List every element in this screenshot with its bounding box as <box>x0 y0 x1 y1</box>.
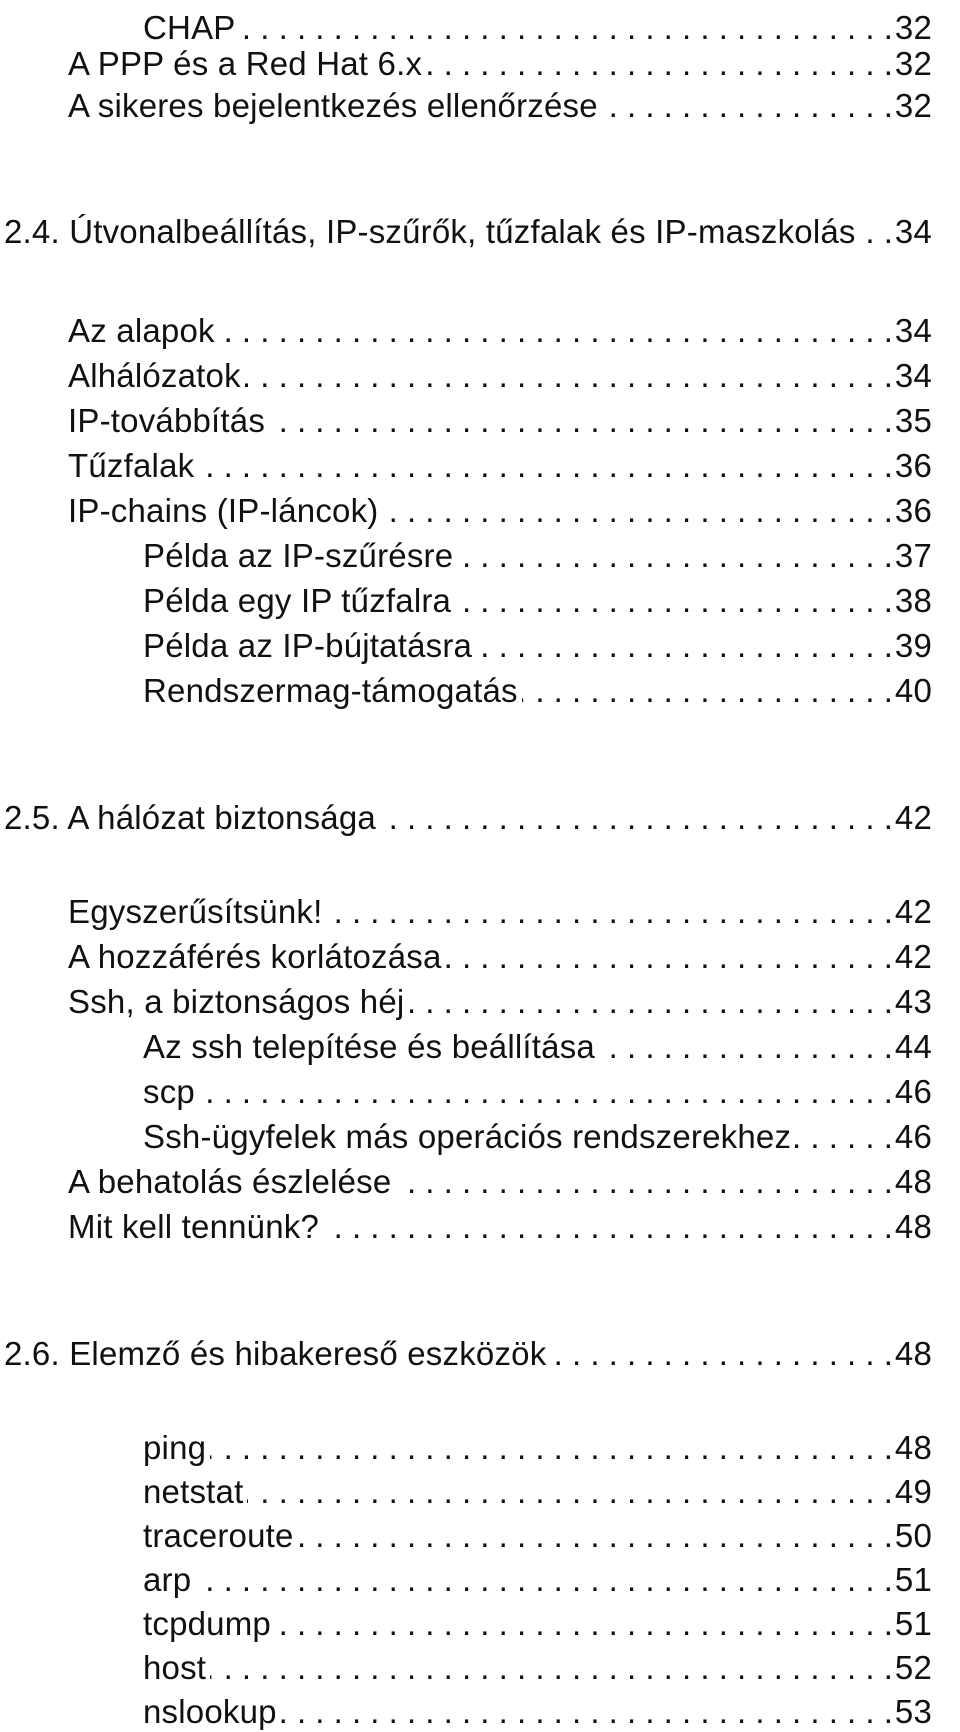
toc-entry <box>143 1640 932 1688</box>
toc-entry-title: Ssh, a biztonságos héj <box>68 983 405 1020</box>
toc-entry <box>143 1552 932 1600</box>
toc-entry <box>143 1420 932 1468</box>
toc-entry <box>68 393 932 441</box>
toc-entry-title: Példa az IP-bújtatásra <box>143 627 473 664</box>
toc-entry <box>143 663 932 711</box>
toc-entry-page: 37 <box>894 537 932 574</box>
dot-leader <box>550 1334 892 1374</box>
toc-entry-page: 36 <box>894 447 932 484</box>
dot-leader <box>382 491 892 531</box>
toc-section-heading <box>4 204 932 252</box>
toc-section-heading <box>4 790 932 838</box>
toc-entry-title: host <box>143 1649 207 1686</box>
toc-entry-page: 46 <box>894 1073 932 1110</box>
toc-entry-page: 32 <box>894 45 932 82</box>
toc-entry <box>143 1064 932 1112</box>
toc-entry-page: 36 <box>894 492 932 529</box>
dot-leader <box>602 86 893 126</box>
toc-entry <box>68 929 932 977</box>
toc-entry-title: Az alapok <box>68 312 215 349</box>
toc-entry <box>143 1508 932 1556</box>
dot-leader <box>219 311 893 351</box>
toc-entry-title: CHAP <box>143 9 236 46</box>
toc-entry-title: A hozzáférés korlátozása <box>68 938 442 975</box>
toc-entry-page: 38 <box>894 582 932 619</box>
toc-entry <box>68 303 932 351</box>
toc-entry-title: A PPP és a Red Hat 6.x <box>68 45 423 82</box>
toc-entry-title: Példa az IP-szűrésre <box>143 537 454 574</box>
toc-entry <box>143 1596 932 1644</box>
toc-entry-page: 34 <box>894 357 932 394</box>
toc-entry-title: traceroute <box>143 1517 294 1554</box>
toc-entry-page: 39 <box>894 627 932 664</box>
dot-leader <box>210 1648 893 1688</box>
toc-entry-page: 48 <box>894 1163 932 1200</box>
toc-entry <box>68 36 932 84</box>
toc-entry <box>143 573 932 621</box>
toc-entry-title: Egyszerűsítsünk! <box>68 893 323 930</box>
toc-entry-title: IP-továbbítás <box>68 402 266 439</box>
toc-entry-title: Tűzfalak <box>68 447 195 484</box>
toc-entry <box>68 974 932 1022</box>
toc-entry-title: 2.4. Útvonalbeállítás, IP-szűrők, tűzfalak és IP-maszkolás <box>4 213 856 250</box>
toc-entry <box>143 1109 932 1157</box>
toc-entry-page: 43 <box>894 983 932 1020</box>
dot-leader <box>198 446 893 486</box>
toc-entry-title: netstat <box>143 1473 244 1510</box>
toc-entry-title: Az ssh telepítése és beállítása <box>143 1028 595 1065</box>
dot-leader <box>380 798 893 838</box>
dot-leader <box>326 892 892 932</box>
toc-entry-page: 44 <box>894 1028 932 1065</box>
toc-entry-title: 2.6. Elemző és hibakereső eszközök <box>4 1335 547 1372</box>
dot-leader <box>298 1516 893 1556</box>
toc-entry-title: A behatolás észlelése <box>68 1163 392 1200</box>
toc-entry <box>143 1464 932 1512</box>
toc-entry-title: Mit kell tennünk? <box>68 1208 320 1245</box>
dot-leader <box>269 401 893 441</box>
toc-entry <box>68 483 932 531</box>
toc-section-heading <box>4 1326 932 1374</box>
toc-entry-title: 2.5. A hálózat biztonsága <box>4 799 376 836</box>
dot-leader <box>446 937 893 977</box>
dot-leader <box>195 1560 893 1600</box>
toc-entry-title: A sikeres bejelentkezés ellenőrzése <box>68 87 598 124</box>
dot-leader <box>245 356 893 396</box>
toc-entry-page: 42 <box>894 893 932 930</box>
toc-entry-page: 46 <box>894 1118 932 1155</box>
toc-entry-page: 48 <box>894 1208 932 1245</box>
toc-entry-title: IP-chains (IP-láncok) <box>68 492 379 529</box>
toc-entry <box>68 884 932 932</box>
dot-leader <box>522 671 893 711</box>
dot-leader <box>281 1692 893 1732</box>
toc-entry <box>68 1199 932 1247</box>
toc-entry-page: 51 <box>894 1605 932 1642</box>
toc-entry-page: 40 <box>894 672 932 709</box>
toc-entry-page: 53 <box>894 1693 932 1730</box>
toc-entry-title: arp <box>143 1561 192 1598</box>
dot-leader <box>210 1428 893 1468</box>
toc-entry-title: Alhálózatok <box>68 357 241 394</box>
toc-entry-title: Rendszermag-támogatás <box>143 672 518 709</box>
toc-entry <box>143 1019 932 1067</box>
dot-leader <box>860 212 893 252</box>
toc-entry-title: tcpdump <box>143 1605 271 1642</box>
toc-entry-title: nslookup <box>143 1693 277 1730</box>
toc-entry <box>68 348 932 396</box>
dot-leader <box>795 1117 893 1157</box>
toc-entry-page: 51 <box>894 1561 932 1598</box>
toc-entry-page: 48 <box>894 1335 932 1372</box>
dot-leader <box>395 1162 892 1202</box>
toc-entry-page: 34 <box>894 213 932 250</box>
toc-entry-page: 34 <box>894 312 932 349</box>
dot-leader <box>455 581 893 621</box>
toc-entry <box>68 78 932 126</box>
toc-entry-page: 32 <box>894 9 932 46</box>
toc-entry-title: Példa egy IP tűzfalra <box>143 582 452 619</box>
toc-entry <box>68 1154 932 1202</box>
dot-leader <box>199 1072 893 1112</box>
dot-leader <box>247 1472 892 1512</box>
toc-entry-page: 50 <box>894 1517 932 1554</box>
toc-entry <box>68 438 932 486</box>
dot-leader <box>323 1207 893 1247</box>
toc-entry-page: 49 <box>894 1473 932 1510</box>
toc-entry-title: Ssh-ügyfelek más operációs rendszerekhez <box>143 1118 792 1155</box>
toc-entry <box>143 1684 932 1732</box>
toc-entry-page: 52 <box>894 1649 932 1686</box>
dot-leader <box>476 626 893 666</box>
dot-leader <box>457 536 893 576</box>
toc-entry-page: 35 <box>894 402 932 439</box>
toc-entry-page: 32 <box>894 87 932 124</box>
toc-entry-page: 42 <box>894 799 932 836</box>
dot-leader <box>408 982 892 1022</box>
toc-entry-title: scp <box>143 1073 195 1110</box>
dot-leader <box>275 1604 893 1644</box>
dot-leader <box>599 1027 893 1067</box>
toc-entry <box>143 528 932 576</box>
toc-entry-title: ping <box>143 1429 207 1466</box>
toc-entry-page: 48 <box>894 1429 932 1466</box>
toc-entry-page: 42 <box>894 938 932 975</box>
toc-entry <box>143 618 932 666</box>
